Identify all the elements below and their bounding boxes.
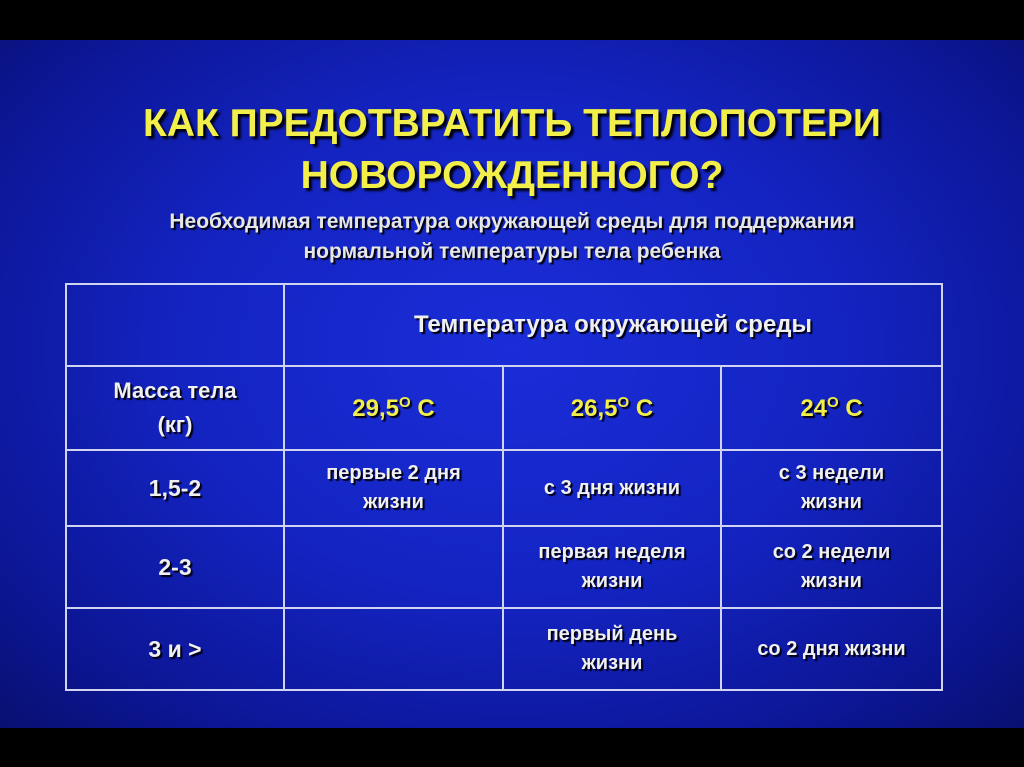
body-mass-header-line-1: Масса тела: [113, 378, 237, 403]
environment-temperature-header: Температура окружающей среды: [284, 284, 942, 366]
degree-sign: O: [827, 393, 839, 411]
temperature-value: 24: [800, 394, 828, 422]
temperature-value: 29,5: [352, 394, 400, 422]
cell-line-2: жизни: [801, 570, 862, 592]
table-cell: [721, 608, 942, 690]
temperature-table: [65, 283, 943, 691]
slide-title-line-1: КАК ПРЕДОТВРАТИТЬ ТЕПЛОПОТЕРИ: [143, 102, 881, 145]
mass-cell: 2-3: [66, 526, 284, 608]
temperature-unit: C: [838, 394, 863, 422]
body-mass-header-line-2: (кг): [157, 412, 193, 437]
temperature-unit: C: [629, 394, 654, 422]
table-cell-empty: [284, 526, 503, 608]
body-mass-header: [66, 366, 284, 450]
mass-cell: 1,5-2: [66, 450, 284, 526]
letterbox-bottom: [0, 728, 1024, 767]
letterbox-top: [0, 0, 1024, 40]
mass-cell: 3 и >: [66, 608, 284, 690]
table-corner-cell: [66, 284, 284, 366]
slide-subtitle-line-2: нормальной температуры тела ребенка: [303, 240, 721, 263]
table-subheader-row: [66, 366, 942, 450]
cell-line-1: первые 2 дня: [326, 462, 461, 484]
cell-line-1: первая неделя: [538, 541, 686, 563]
cell-line-2: жизни: [363, 491, 424, 513]
temperature-header-1: [284, 366, 503, 450]
table-cell: [721, 450, 942, 526]
table-row: [66, 526, 942, 608]
table-cell: [503, 608, 721, 690]
cell-line-1: со 2 недели: [772, 541, 891, 563]
degree-sign: O: [617, 393, 630, 411]
cell-line-2: жизни: [581, 652, 643, 674]
slide-subtitle-line-1: Необходимая температура окружающей среды для поддержания: [169, 210, 855, 233]
slide-title-line-2: НОВОРОЖДЕННОГО?: [300, 154, 724, 197]
cell-line-2: жизни: [581, 570, 643, 592]
table-row: [66, 608, 942, 690]
temperature-value: 26,5: [570, 394, 618, 422]
slide-title: [0, 98, 1024, 202]
cell-line-1: первый день: [546, 623, 678, 645]
table-cell: [284, 450, 503, 526]
degree-sign: O: [399, 393, 411, 411]
temperature-header-2: [503, 366, 721, 450]
cell-line-1: с 3 недели: [778, 462, 885, 484]
cell-line-1: со 2 дня жизни: [757, 637, 906, 660]
table-cell: [721, 526, 942, 608]
table-cell: [503, 450, 721, 526]
cell-line-2: жизни: [801, 491, 862, 513]
temperature-header-3: [721, 366, 942, 450]
cell-line-1: с 3 дня жизни: [543, 476, 681, 499]
table-cell-empty: [284, 608, 503, 690]
table-header-row: [66, 284, 942, 366]
table-cell: [503, 526, 721, 608]
slide-subtitle: [0, 207, 1024, 267]
table-row: [66, 450, 942, 526]
temperature-unit: C: [410, 394, 435, 422]
